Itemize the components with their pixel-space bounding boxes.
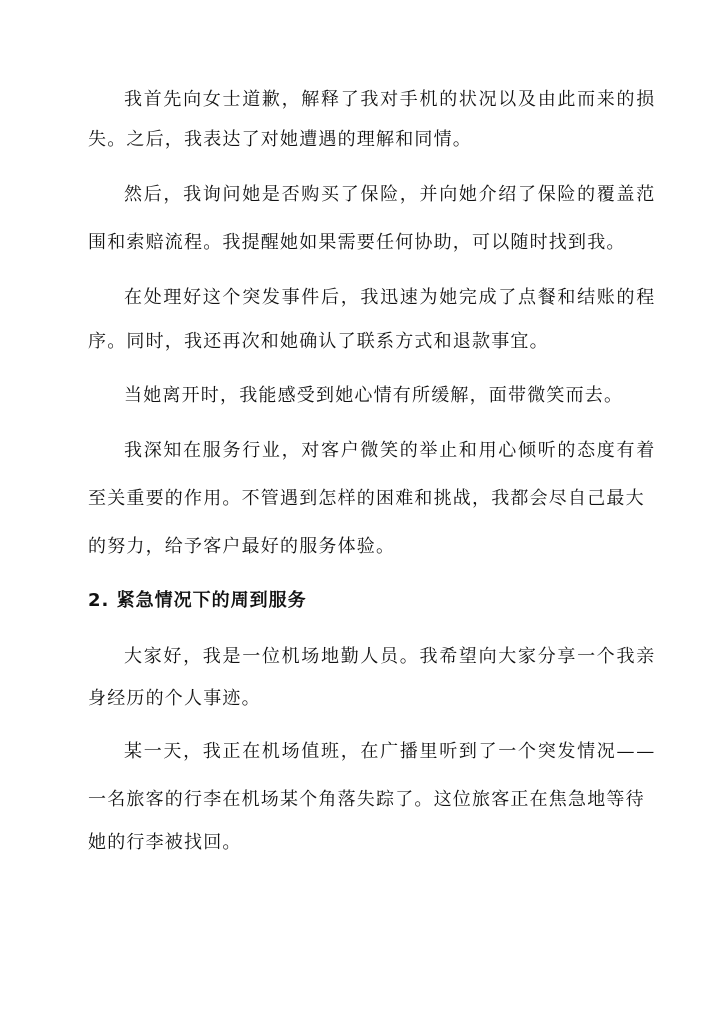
paragraph-line: 的努力，给予客户最好的服务体验。 [88, 536, 396, 557]
paragraph-line: 然后，我询问她是否购买了保险，并向她介绍了保险的覆盖范 [124, 184, 656, 205]
paragraph-line: 我首先向女士道歉，解释了我对手机的状况以及由此而来的损 [124, 89, 656, 110]
paragraph-line: 序。同时，我还再次和她确认了联系方式和退款事宜。 [88, 331, 549, 352]
paragraph-line: 她的行李被找回。 [88, 832, 242, 853]
section-heading: 2. 紧急情况下的周到服务 [88, 590, 307, 611]
paragraph-line: 一名旅客的行李在机场某个角落失踪了。这位旅客正在焦急地等待 [88, 789, 645, 810]
paragraph-line: 当她离开时，我能感受到她心情有所缓解，面带微笑而去。 [124, 385, 624, 406]
paragraph-line: 围和索赔流程。我提醒她如果需要任何协助，可以随时找到我。 [88, 232, 626, 253]
paragraph-line: 身经历的个人事迹。 [88, 688, 261, 709]
paragraph-line: 某一天，我正在机场值班，在广播里听到了一个突发情况—— [124, 741, 656, 762]
paragraph-line: 至关重要的作用。不管遇到怎样的困难和挑战，我都会尽自己最大 [88, 488, 645, 509]
paragraph-line: 在处理好这个突发事件后，我迅速为她完成了点餐和结账的程 [124, 287, 656, 308]
paragraph-line: 大家好，我是一位机场地勤人员。我希望向大家分享一个我亲 [124, 646, 656, 667]
paragraph-line: 我深知在服务行业，对客户微笑的举止和用心倾听的态度有着 [124, 440, 656, 461]
paragraph-line: 失。之后，我表达了对她遭遇的理解和同情。 [88, 129, 472, 150]
